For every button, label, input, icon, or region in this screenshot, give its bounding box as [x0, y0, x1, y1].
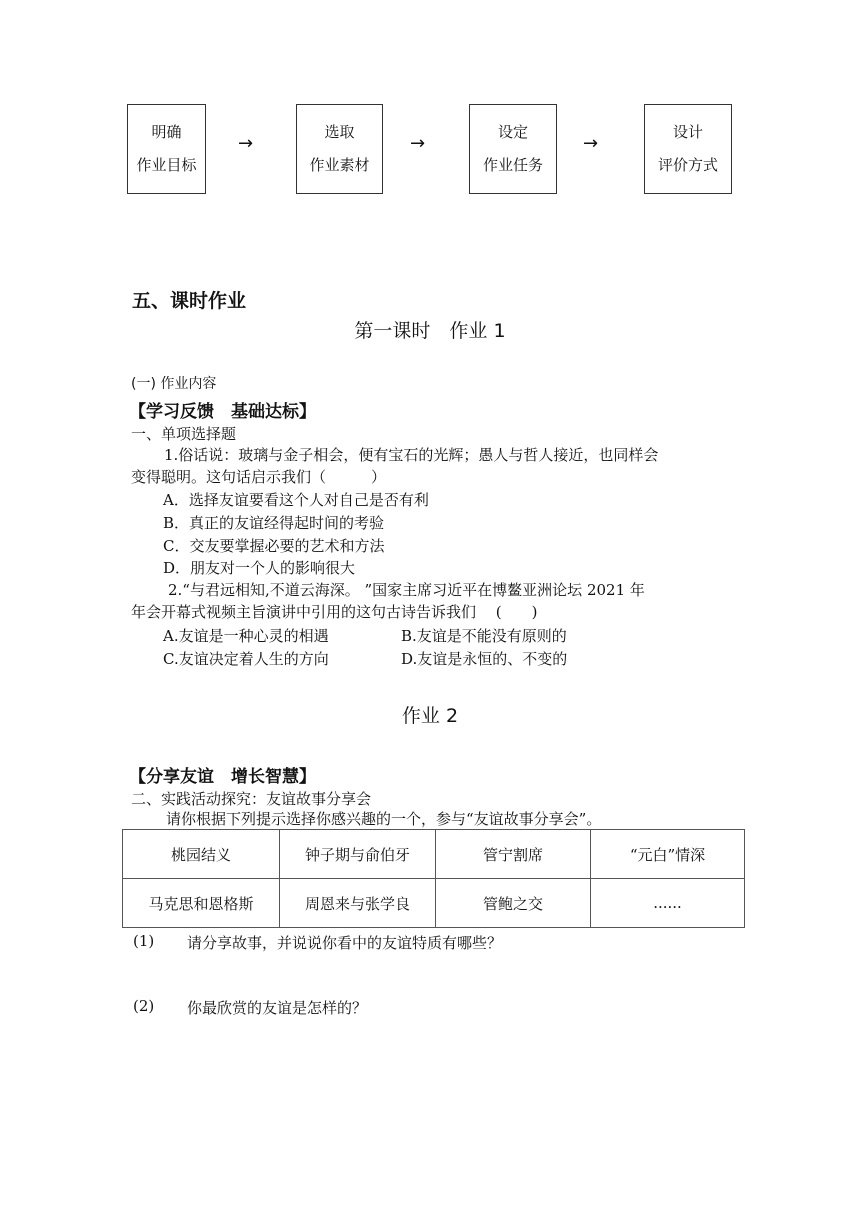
q2-option-c: C.友谊决定着人生的方向	[163, 650, 329, 668]
q2-option-d: D.友谊是永恒的、不变的	[401, 650, 568, 668]
table-cell: 管鲍之交	[436, 879, 591, 928]
flow-box-line1: 选取	[324, 123, 355, 141]
table-cell: 桃园结义	[123, 830, 280, 879]
story-table	[122, 829, 745, 928]
prompt-2-text: 你最欣赏的友谊是怎样的？	[187, 999, 368, 1017]
q1-option-b: B．真正的友谊经得起时间的考验	[163, 514, 385, 532]
flow-box-line2: 作业目标	[136, 156, 197, 174]
flow-box-clarify-goal	[127, 104, 206, 194]
homework2-title: 作业 2	[401, 705, 459, 727]
flow-arrow-2: →	[410, 133, 426, 154]
q1-option-d: D．朋友对一个人的影响很大	[163, 559, 356, 577]
flow-box-design-evaluation	[644, 104, 732, 194]
table-row	[123, 879, 745, 928]
lesson-title: 第一课时 作业 1	[354, 320, 506, 342]
q1-stem-line1: 1.俗话说：玻璃与金子相会，便有宝石的光辉；愚人与哲人接近，也同样会	[164, 446, 659, 464]
prompt-1-number: (1)	[133, 932, 155, 950]
q2-stem-line2: 年会开幕式视频主旨演讲中引用的这句古诗告诉我们 ( )	[131, 603, 538, 621]
table-cell: 管宁割席	[436, 830, 591, 879]
flow-box-set-task	[469, 104, 557, 194]
flow-box-line1: 设计	[672, 123, 703, 141]
flow-box-line2: 评价方式	[657, 156, 718, 174]
activity-instruction: 请你根据下列提示选择你感兴趣的一个，参与“友谊故事分享会”。	[166, 810, 602, 828]
q1-option-a: A．选择友谊要看这个人对自己是否有利	[163, 491, 429, 509]
activity-label: 二、实践活动探究：友谊故事分享会	[131, 790, 372, 808]
question-type-label: 一、单项选择题	[131, 425, 237, 443]
q2-stem-line1: 2.“与君远相知,不道云海深。 ”国家主席习近平在博鳌亚洲论坛 2021 年	[168, 581, 645, 599]
section-title: 五、课时作业	[132, 290, 247, 312]
flow-arrow-3: →	[583, 133, 599, 154]
part2-heading: 【分享友谊 增长智慧】	[129, 767, 316, 787]
table-cell: 周恩来与张学良	[280, 879, 436, 928]
table-cell: 马克思和恩格斯	[123, 879, 280, 928]
prompt-1-text: 请分享故事，并说说你看中的友谊特质有哪些？	[187, 934, 503, 952]
flow-box-line1: 明确	[151, 123, 182, 141]
part1-heading: 【学习反馈 基础达标】	[129, 402, 316, 422]
table-cell: ......	[591, 879, 745, 928]
table-cell: “元白”情深	[591, 830, 745, 879]
flow-box-select-material	[296, 104, 383, 194]
content-label: (一) 作业内容	[131, 376, 217, 392]
q2-option-b: B.友谊是不能没有原则的	[401, 627, 567, 645]
q2-option-a: A.友谊是一种心灵的相遇	[163, 627, 329, 645]
q1-option-c: C．交友要掌握必要的艺术和方法	[163, 537, 385, 555]
flow-box-line2: 作业任务	[482, 156, 543, 174]
flow-arrow-1: →	[238, 133, 254, 154]
table-row	[123, 830, 745, 879]
prompt-2-number: (2)	[133, 997, 155, 1015]
flow-box-line2: 作业素材	[309, 156, 370, 174]
table-cell: 钟子期与俞伯牙	[280, 830, 436, 879]
flow-box-line1: 设定	[497, 123, 528, 141]
q1-stem-line2: 变得聪明。这句话启示我们（ ）	[131, 468, 387, 486]
